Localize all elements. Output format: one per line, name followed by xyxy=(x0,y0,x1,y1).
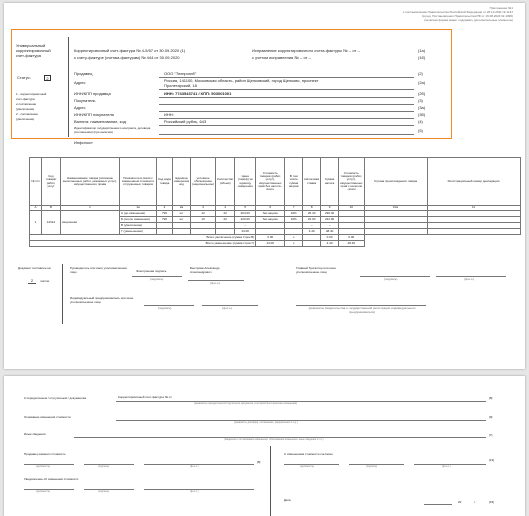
col-letter: 11 xyxy=(427,206,520,211)
field-label: Инфопост xyxy=(74,140,93,145)
sum-no-tax: 264.00 xyxy=(235,211,256,217)
total-with-tax: 48.40 xyxy=(339,241,364,247)
table-header: Стоимость товаров (работ, услуг), имущественных прав без налога - всего xyxy=(256,158,285,206)
accountant-label: Главный бухгалтер или иное уполномоченное лицо xyxy=(296,266,337,274)
line-code: (5) xyxy=(418,128,423,133)
line-caption: (реквизиты передаточного/отгрузочного документа, в которой были внесены изменения) xyxy=(194,402,298,405)
sheets-word: листах xyxy=(40,279,50,283)
field-underline xyxy=(159,111,414,112)
line-code: (2) xyxy=(418,71,423,76)
form-note-line: к постановлению Правительства Российской Федерации от 26.12.2011 № 1137 xyxy=(403,10,513,14)
form-note-line: (печатная форма может содержать дополнительные элементы) xyxy=(423,18,513,22)
tax-rate: 10% xyxy=(285,211,303,217)
status-box[interactable]: 2 xyxy=(44,75,51,81)
caption-sign: (подпись) xyxy=(384,277,398,281)
table-header: Сумма налога xyxy=(321,158,339,206)
field-underline xyxy=(159,89,414,90)
caption-name: (ф.и.о.) xyxy=(442,465,451,468)
unit-name: шт xyxy=(173,211,191,217)
tax-sum: 26.40 xyxy=(303,211,321,217)
sum-no-tax: 44.00 xyxy=(235,229,256,235)
field-underline xyxy=(159,104,414,105)
caption-sign: (подпись) xyxy=(366,465,378,468)
line-code: (3а) xyxy=(418,105,426,110)
form-note-line: Приложение №1 xyxy=(489,6,513,10)
col-letter: 4 xyxy=(216,206,235,211)
head-name: Быстрова Александр Александрович xyxy=(190,266,220,274)
unit-name: шт xyxy=(173,217,191,223)
caption-name: (ф.и.о.) xyxy=(222,306,233,310)
table-header: Регистрационный номер декларации xyxy=(427,158,520,206)
sum-with-tax: -- xyxy=(321,223,339,229)
col-letter: 7 xyxy=(285,206,303,211)
total-tax: 0.00 xyxy=(321,235,339,241)
currency-value: Российский рубль, 643 xyxy=(164,119,207,124)
col-letter: 8 xyxy=(303,206,321,211)
sum-with-tax: 242.00 xyxy=(321,217,339,223)
total-sum: 44.00 xyxy=(256,241,285,247)
document-page-1 xyxy=(4,3,525,369)
year-prefix: 20 xyxy=(458,500,462,504)
field-label: Покупатель xyxy=(74,98,96,103)
col-letter: 10а xyxy=(364,206,427,211)
page2-divider xyxy=(270,446,271,516)
table-header: Код товара/ работ, услуг xyxy=(42,158,61,206)
ip-label: Индивидуальный предприниматель или иное уполномоченное лицо xyxy=(70,296,134,304)
field-underline xyxy=(159,97,414,98)
col-letter: 5 xyxy=(235,206,256,211)
total-tax: 4.40 xyxy=(321,241,339,247)
caption-name: (ф.и.о.) xyxy=(464,277,475,281)
status-legend-line: и составление xyxy=(16,102,37,106)
form-note-line: (в ред. Постановления Правительства РФ от 16.08.2024 № 1096) xyxy=(422,14,513,18)
total-row xyxy=(30,241,521,247)
tax-sum: 4.40 xyxy=(303,229,321,235)
buyer-inn: ИНН: xyxy=(164,112,174,117)
head-signature: Электронная подпись xyxy=(136,269,167,273)
caption-sign: (подпись) xyxy=(158,306,172,310)
sum-no-tax: 220.00 xyxy=(235,217,256,223)
line-code: (3б) xyxy=(418,112,426,117)
status-legend-line: (увеличение) xyxy=(16,117,35,121)
table-header: Наименование товара (описание выполненных работ, оказанных услуг), имущественного права xyxy=(61,158,120,206)
table-header: условное обозначение (национальное) xyxy=(191,158,216,206)
doc-type-label: корректировочный xyxy=(16,48,51,53)
basis-label: Основание изменения стоимости xyxy=(24,415,71,419)
doc-number-line: Корректировочный счет-фактура № 4-5/57 от 30.09.2020 (1) xyxy=(74,48,186,53)
caption-position: (должность) xyxy=(300,465,315,468)
table-header: Количество (объем) xyxy=(216,158,235,206)
line-code: (1а) xyxy=(418,48,426,53)
left-divider xyxy=(68,37,69,137)
table-header: Налоговая ставка xyxy=(303,158,321,206)
line-code: (1б) xyxy=(418,55,426,60)
transfer-docs-label: К передаточным / отгрузочным / документам xyxy=(24,396,87,400)
seller-address: Россия, 141100, Московская область, район Щелковский, город Щелково, проспект Пролетарский, 18 xyxy=(164,78,319,88)
field-label: Адрес xyxy=(74,105,86,110)
total-x: х xyxy=(285,241,303,247)
excise: без акциза xyxy=(256,211,285,217)
row-label: А (до изменения) xyxy=(120,211,157,217)
line-code: [15] xyxy=(489,500,495,504)
field-label: ИНН/КПП покупателя xyxy=(74,112,114,117)
field-label: ИНН/КПП продавца xyxy=(74,91,111,96)
unit-code: 796 xyxy=(157,211,173,217)
line-code: (2а) xyxy=(418,80,426,85)
table-header: № п/п xyxy=(30,158,42,206)
sheets-count: 2 xyxy=(28,279,36,284)
table-header: Страна происхождения товара xyxy=(364,158,427,206)
other-info-label: Иные сведения xyxy=(24,432,46,436)
transfer-docs-value: Корректировочный счет-фактура № от xyxy=(118,395,172,399)
item-code: 12312 xyxy=(42,211,61,235)
field-label: Валюта: наименование, код xyxy=(74,119,126,124)
document-page-2 xyxy=(4,376,525,516)
status-legend-line: 1 - корректировочный xyxy=(16,92,47,96)
line-code: (4) xyxy=(418,119,423,124)
field-label: Продавец xyxy=(74,71,93,76)
table-header: Цена (тариф) за единицу измерения xyxy=(235,158,256,206)
doc-type-label: Универсальный xyxy=(16,43,46,48)
row-label: Б (после изменения) xyxy=(120,217,157,223)
line-code: [13] xyxy=(489,458,495,462)
line-code: [7] xyxy=(489,433,493,437)
line-code: (3) xyxy=(418,98,423,103)
item-name: Акционная xyxy=(61,211,120,235)
table-header: Показатели в связи с изменением стоимости отгруженных товаров xyxy=(120,158,157,206)
tax-rate: 10% xyxy=(285,217,303,223)
total-x: х xyxy=(285,235,303,241)
col-letter: 6 xyxy=(256,206,285,211)
ref-invoice-line: к счету-фактуре (счетам-фактурам) № 444 от 30.09.2020 xyxy=(74,55,180,60)
line-code: (2б) xyxy=(418,91,426,96)
doc-type-label: счет-фактура xyxy=(16,53,41,58)
row-label: Г (уменьшение) xyxy=(120,229,157,235)
col-letter: 3 xyxy=(191,206,216,211)
status-label: Статус: xyxy=(17,75,31,80)
caption-position: (должность) xyxy=(36,465,51,468)
col-letter: Б xyxy=(42,206,61,211)
seller-name: ООО "Техпрогиб" xyxy=(164,71,197,76)
table-header: Единица измерения код xyxy=(173,158,191,206)
caption-sign: (подпись) xyxy=(98,465,110,468)
agree-label: С изменением стоимости согласен xyxy=(284,452,333,456)
sum-no-tax: -- xyxy=(235,223,256,229)
field-underline xyxy=(159,134,414,135)
quantity: 12 xyxy=(191,211,216,217)
status-legend-line: счет-фактура xyxy=(16,97,35,101)
col-letter: 2 xyxy=(157,206,173,211)
table-header: Код вида товара xyxy=(157,158,173,206)
correction-line: с учетом исправления № -- от -- xyxy=(252,55,312,60)
field-label: Адрес xyxy=(74,80,86,85)
field-underline xyxy=(159,125,414,126)
line-caption: (реквизиты договора, соглашения, уведомления и т.д.) xyxy=(234,421,298,424)
total-label: Всего уменьшение (сумма строк Г) xyxy=(30,241,256,247)
sheets-label: Документ составлен на xyxy=(18,266,51,270)
line-code: [8] xyxy=(257,460,261,464)
invoice-table xyxy=(29,157,521,247)
seller-inn: ИНН: 7743543741 / КПП: 503001001 xyxy=(164,91,232,96)
excise: без акциза xyxy=(256,217,285,223)
col-letter: 2а xyxy=(173,206,191,211)
caption-name: (ф.и.о.) xyxy=(210,281,221,285)
caption-name: (ф.и.о.) xyxy=(190,465,199,468)
col-letter: 1 xyxy=(61,206,120,211)
line-code: [9] xyxy=(489,415,493,419)
price: 22 xyxy=(216,211,235,217)
ip-caption: (реквизиты свидетельства о государственной регистрации индивидуального предпринимателя) xyxy=(308,306,416,314)
caption-sign: (подпись) xyxy=(98,490,110,493)
caption-sign: (подпись) xyxy=(150,277,164,281)
total-label: Всего увеличение (сумма строк В) xyxy=(30,235,256,241)
unit-code: 796 xyxy=(157,217,173,223)
total-with-tax: 0.00 xyxy=(339,235,364,241)
status-legend-line: 2 - составление xyxy=(16,112,38,116)
sum-with-tax: 48.40 xyxy=(321,229,339,235)
col-letter: 1а xyxy=(120,206,157,211)
price: 22 xyxy=(216,217,235,223)
line-caption: (сведения о согласовании изменения, обоснования изменения, иные сведения и т.п.) xyxy=(224,438,324,441)
item-num: 1 xyxy=(30,211,42,235)
quantity: 10 xyxy=(191,217,216,223)
caption-name: (ф.и.о.) xyxy=(190,490,199,493)
col-letter: 10 xyxy=(339,206,364,211)
caption-position: (должность) xyxy=(36,490,51,493)
table-header: В том числе сумма акциза xyxy=(285,158,303,206)
sign-divider xyxy=(62,264,63,324)
seller-changed-label: Продавец изменил стоимость xyxy=(24,452,66,456)
head-label: Руководитель или иное уполномоченное лицо xyxy=(70,266,127,274)
table-header: Стоимость товаров (работ, услуг), имущественных прав с налогом - всего xyxy=(339,158,364,206)
total-sum: 0.00 xyxy=(256,235,285,241)
tax-sum: 22.00 xyxy=(303,217,321,223)
row-label: В (увеличение) xyxy=(120,223,157,229)
line-code: [8] xyxy=(489,396,493,400)
year-suffix: г. xyxy=(474,500,476,504)
col-letter: 9 xyxy=(321,206,339,211)
notice-label: Уведомление об изменении стоимости xyxy=(24,477,79,481)
sum-with-tax: 290.40 xyxy=(321,211,339,217)
col-letter: А xyxy=(30,206,42,211)
correction-line: Исправление корректировочного счета-фактуры № -- от -- xyxy=(252,48,361,53)
date-label: Дата xyxy=(284,498,291,502)
tax-sum: -- xyxy=(303,223,321,229)
status-legend-line: (увеличение) xyxy=(16,107,35,111)
field-label: Идентификатор государственного контракта, договора (соглашения) (при наличии) xyxy=(74,126,151,134)
